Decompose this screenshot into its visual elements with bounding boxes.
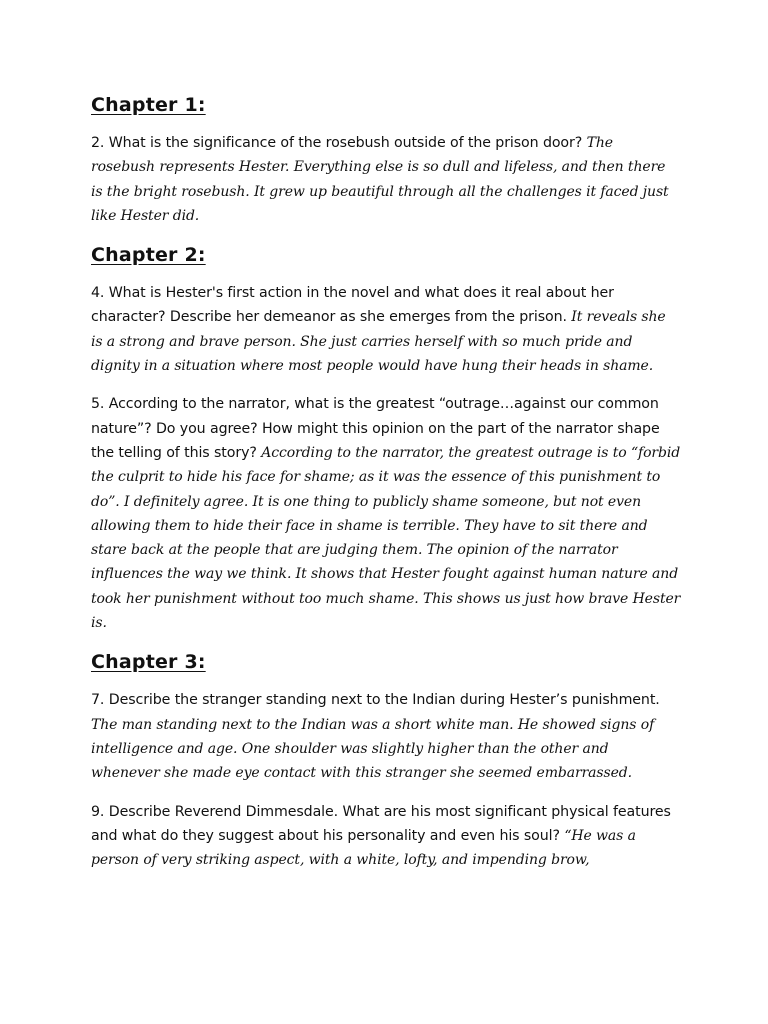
answer-text: According to the narrator, the greatest outrage is to “forbid the culprit to hide his face for shame; as it was the essence of this punishment to do”. I definitely agree. It is one thing to publicly shame someone, but not even allowing them to hide their face in shame is terrible. They have to sit there and stare back at the people that are judging them. The opinion of the narrator influences the way we think. It shows that Hester fought against human nature and took her punishment without too much shame. This shows us just how brave Hester is. (91, 444, 681, 632)
document-page (91, 92, 681, 886)
answer-text: It reveals she is a strong and brave person. She just carries herself with so much pride and dignity in a situation where most people would have hung their heads in shame. (91, 309, 666, 375)
question-text: 5. According to the narrator, what is the greatest “outrage…against our common nature”? Do you agree? How might this opinion on the part of the narrator shape the telling of this story? (91, 396, 660, 461)
chapter-2-question-5 (91, 392, 681, 635)
question-text: 2. What is the significance of the rosebush outside of the prison door? (91, 135, 587, 151)
chapter-2-question-4 (91, 281, 681, 378)
chapter-3-heading: Chapter 3: (91, 651, 206, 674)
chapter-1-question-2 (91, 131, 681, 228)
chapter-2-heading: Chapter 2: (91, 244, 206, 267)
question-text: 7. Describe the stranger standing next to the Indian during Hester’s punishment. (91, 692, 660, 709)
chapter-3-question-7 (91, 688, 681, 785)
question-text: 9. Describe Reverend Dimmesdale. What are his most significant physical features and what do they suggest about his personality and even his soul? (91, 803, 671, 844)
chapter-1-heading: Chapter 1: (91, 94, 206, 116)
answer-text: “He was a person of very striking aspect, with a white, lofty, and impending brow, (91, 827, 636, 869)
chapter-3-question-9 (91, 800, 681, 873)
answer-text: The rosebush represents Hester. Everything else is so dull and lifeless, and then there is the bright rosebush. It grew up beautiful through all the challenges it faced just like Hester did. (91, 135, 669, 224)
question-text: 4. What is Hester's first action in the novel and what does it real about her character? Describe her demeanor as she emerges from the prison. (91, 285, 614, 326)
answer-text: The man standing next to the Indian was a short white man. He showed signs of intelligence and age. One shoulder was slightly higher than the other and whenever she made eye contact with this stranger she seemed embarrassed. (91, 716, 655, 782)
